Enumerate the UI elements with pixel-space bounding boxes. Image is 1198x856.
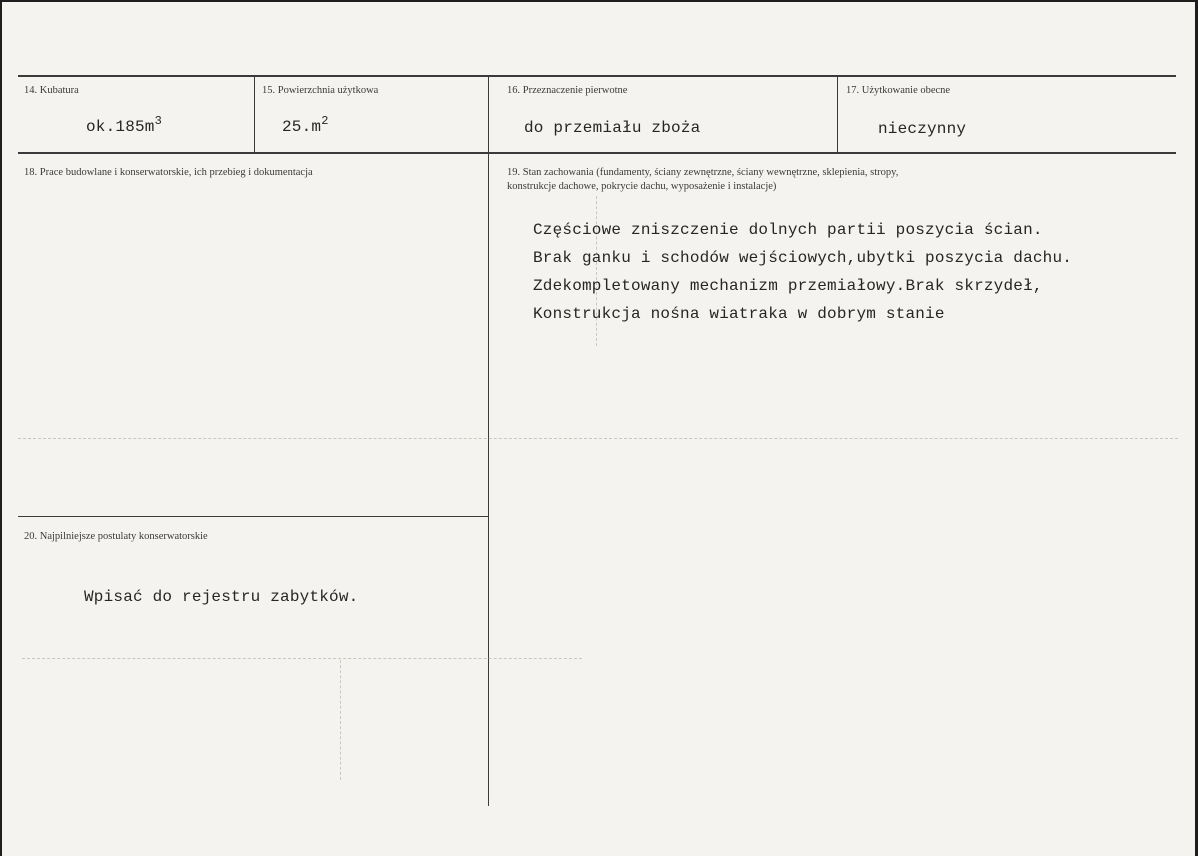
uzytkowanie-label: 17. Użytkowanie obecne: [846, 85, 951, 96]
stan-label-line2: konstrukcje dachowe, pokrycie dachu, wyposażenie i instalacje): [507, 181, 777, 192]
przeznaczenie-value: do przemiału zboża: [524, 119, 701, 137]
stan-line: Brak ganku i schodów wejściowych,ubytki poszycia dachu.: [533, 249, 1073, 267]
divider-14-15: [254, 76, 255, 153]
postulaty-value: Wpisać do rejestru zabytków.: [84, 588, 359, 606]
powierzchnia-exponent: 2: [321, 114, 329, 128]
uzytkowanie-value: nieczynny: [878, 120, 967, 138]
scan-border-top: [0, 0, 1198, 2]
divider-15-16: [488, 76, 489, 806]
kubatura-exponent: 3: [154, 114, 163, 128]
section-20-top-rule: [18, 516, 488, 517]
row1-bottom-rule: [18, 152, 1176, 154]
bleed-through-line: [340, 660, 341, 780]
bleed-through-line: [22, 658, 582, 659]
powierzchnia-value: $25.m^2$: [282, 114, 329, 136]
przeznaczenie-label: 16. Przeznaczenie pierwotne: [507, 85, 628, 96]
powierzchnia-label: 15. Powierzchnia użytkowa: [262, 85, 379, 96]
postulaty-label: 20. Najpilniejsze postulaty konserwatorskie: [24, 531, 208, 542]
prace-label: 18. Prace budowlane i konserwatorskie, ich przebieg i dokumentacja: [24, 167, 313, 178]
top-rule: [18, 75, 1176, 77]
divider-16-17: [837, 76, 838, 153]
kubatura-label: 14. Kubatura: [24, 85, 79, 96]
stan-line: Konstrukcja nośna wiatraka w dobrym stanie: [533, 305, 945, 323]
scan-border-left: [0, 0, 2, 856]
stan-text: [533, 216, 1072, 328]
kubatura-value: $ok.185m^3$: [86, 114, 163, 136]
stan-label-line1: 19. Stan zachowania (fundamenty, ściany zewnętrzne, ściany wewnętrzne, sklepienia, stropy,: [507, 167, 899, 178]
stan-line: Częściowe zniszczenie dolnych partii poszycia ścian.: [533, 221, 1043, 239]
stan-line: Zdekompletowany mechanizm przemiałowy.Brak skrzydeł,: [533, 277, 1043, 295]
bleed-through-line: [18, 438, 1178, 439]
